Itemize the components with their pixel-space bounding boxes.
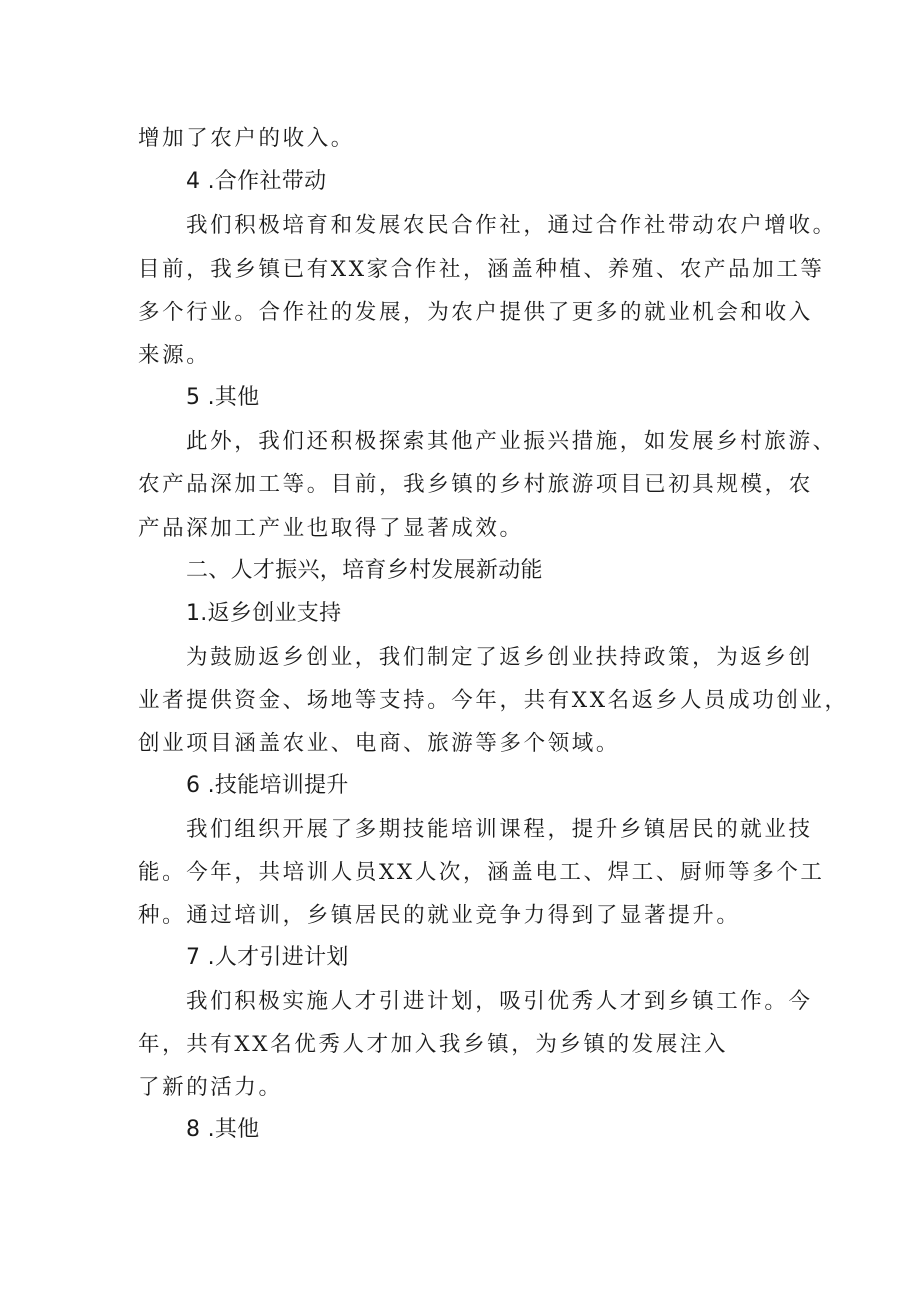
paragraph-line: 来源。 — [138, 343, 211, 368]
paragraph-line: 年，共有XX名优秀人才加入我乡镇，为乡镇的发展注入 — [138, 1032, 729, 1057]
subheading-cooperative: 4 .合作社带动 — [186, 169, 327, 194]
subheading-other-industry: 5 .其他 — [186, 385, 260, 410]
section-heading-talent: 二、人才振兴，培育乡村发展新动能 — [186, 558, 543, 583]
subheading-return-entrepreneurship: 1.返乡创业支持 — [186, 601, 342, 626]
subheading-other-talent: 8 .其他 — [186, 1117, 260, 1142]
paragraph-line: 我们组织开展了多期技能培训课程，提升乡镇居民的就业技 — [186, 817, 813, 842]
paragraph-line: 为鼓励返乡创业，我们制定了返乡创业扶持政策，为返乡创 — [186, 645, 813, 670]
paragraph-line: 能。今年，共培训人员XX人次，涵盖电工、焊工、厨师等多个工 — [138, 860, 825, 885]
paragraph-line: 我们积极培育和发展农民合作社，通过合作社带动农户增收。 — [186, 213, 837, 238]
paragraph-line: 农产品深加工等。目前，我乡镇的乡村旅游项目已初具规模，农 — [138, 472, 813, 497]
paragraph-line: 我们积极实施人才引进计划，吸引优秀人才到乡镇工作。今 — [186, 989, 813, 1014]
paragraph-line: 多个行业。合作社的发展，为农户提供了更多的就业机会和收入 — [138, 300, 813, 325]
paragraph-line: 种。通过培训，乡镇居民的就业竞争力得到了显著提升。 — [138, 903, 741, 928]
paragraph-line: 目前，我乡镇已有XX家合作社，涵盖种植、养殖、农产品加工等 — [138, 257, 825, 282]
paragraph-line: 此外，我们还积极探索其他产业振兴措施，如发展乡村旅游、 — [186, 429, 837, 454]
subheading-skills-training: 6 .技能培训提升 — [186, 773, 349, 798]
paragraph-line: 业者提供资金、场地等支持。今年，共有XX名返乡人员成功创业， — [138, 688, 849, 713]
paragraph-line: 增加了农户的收入。 — [138, 126, 355, 151]
subheading-talent-introduction: 7 .人才引进计划 — [186, 945, 349, 970]
paragraph-line: 了新的活力。 — [138, 1075, 283, 1100]
paragraph-line: 产品深加工产业也取得了显著成效。 — [138, 516, 524, 541]
paragraph-line: 创业项目涵盖农业、电商、旅游等多个领域。 — [138, 731, 621, 756]
